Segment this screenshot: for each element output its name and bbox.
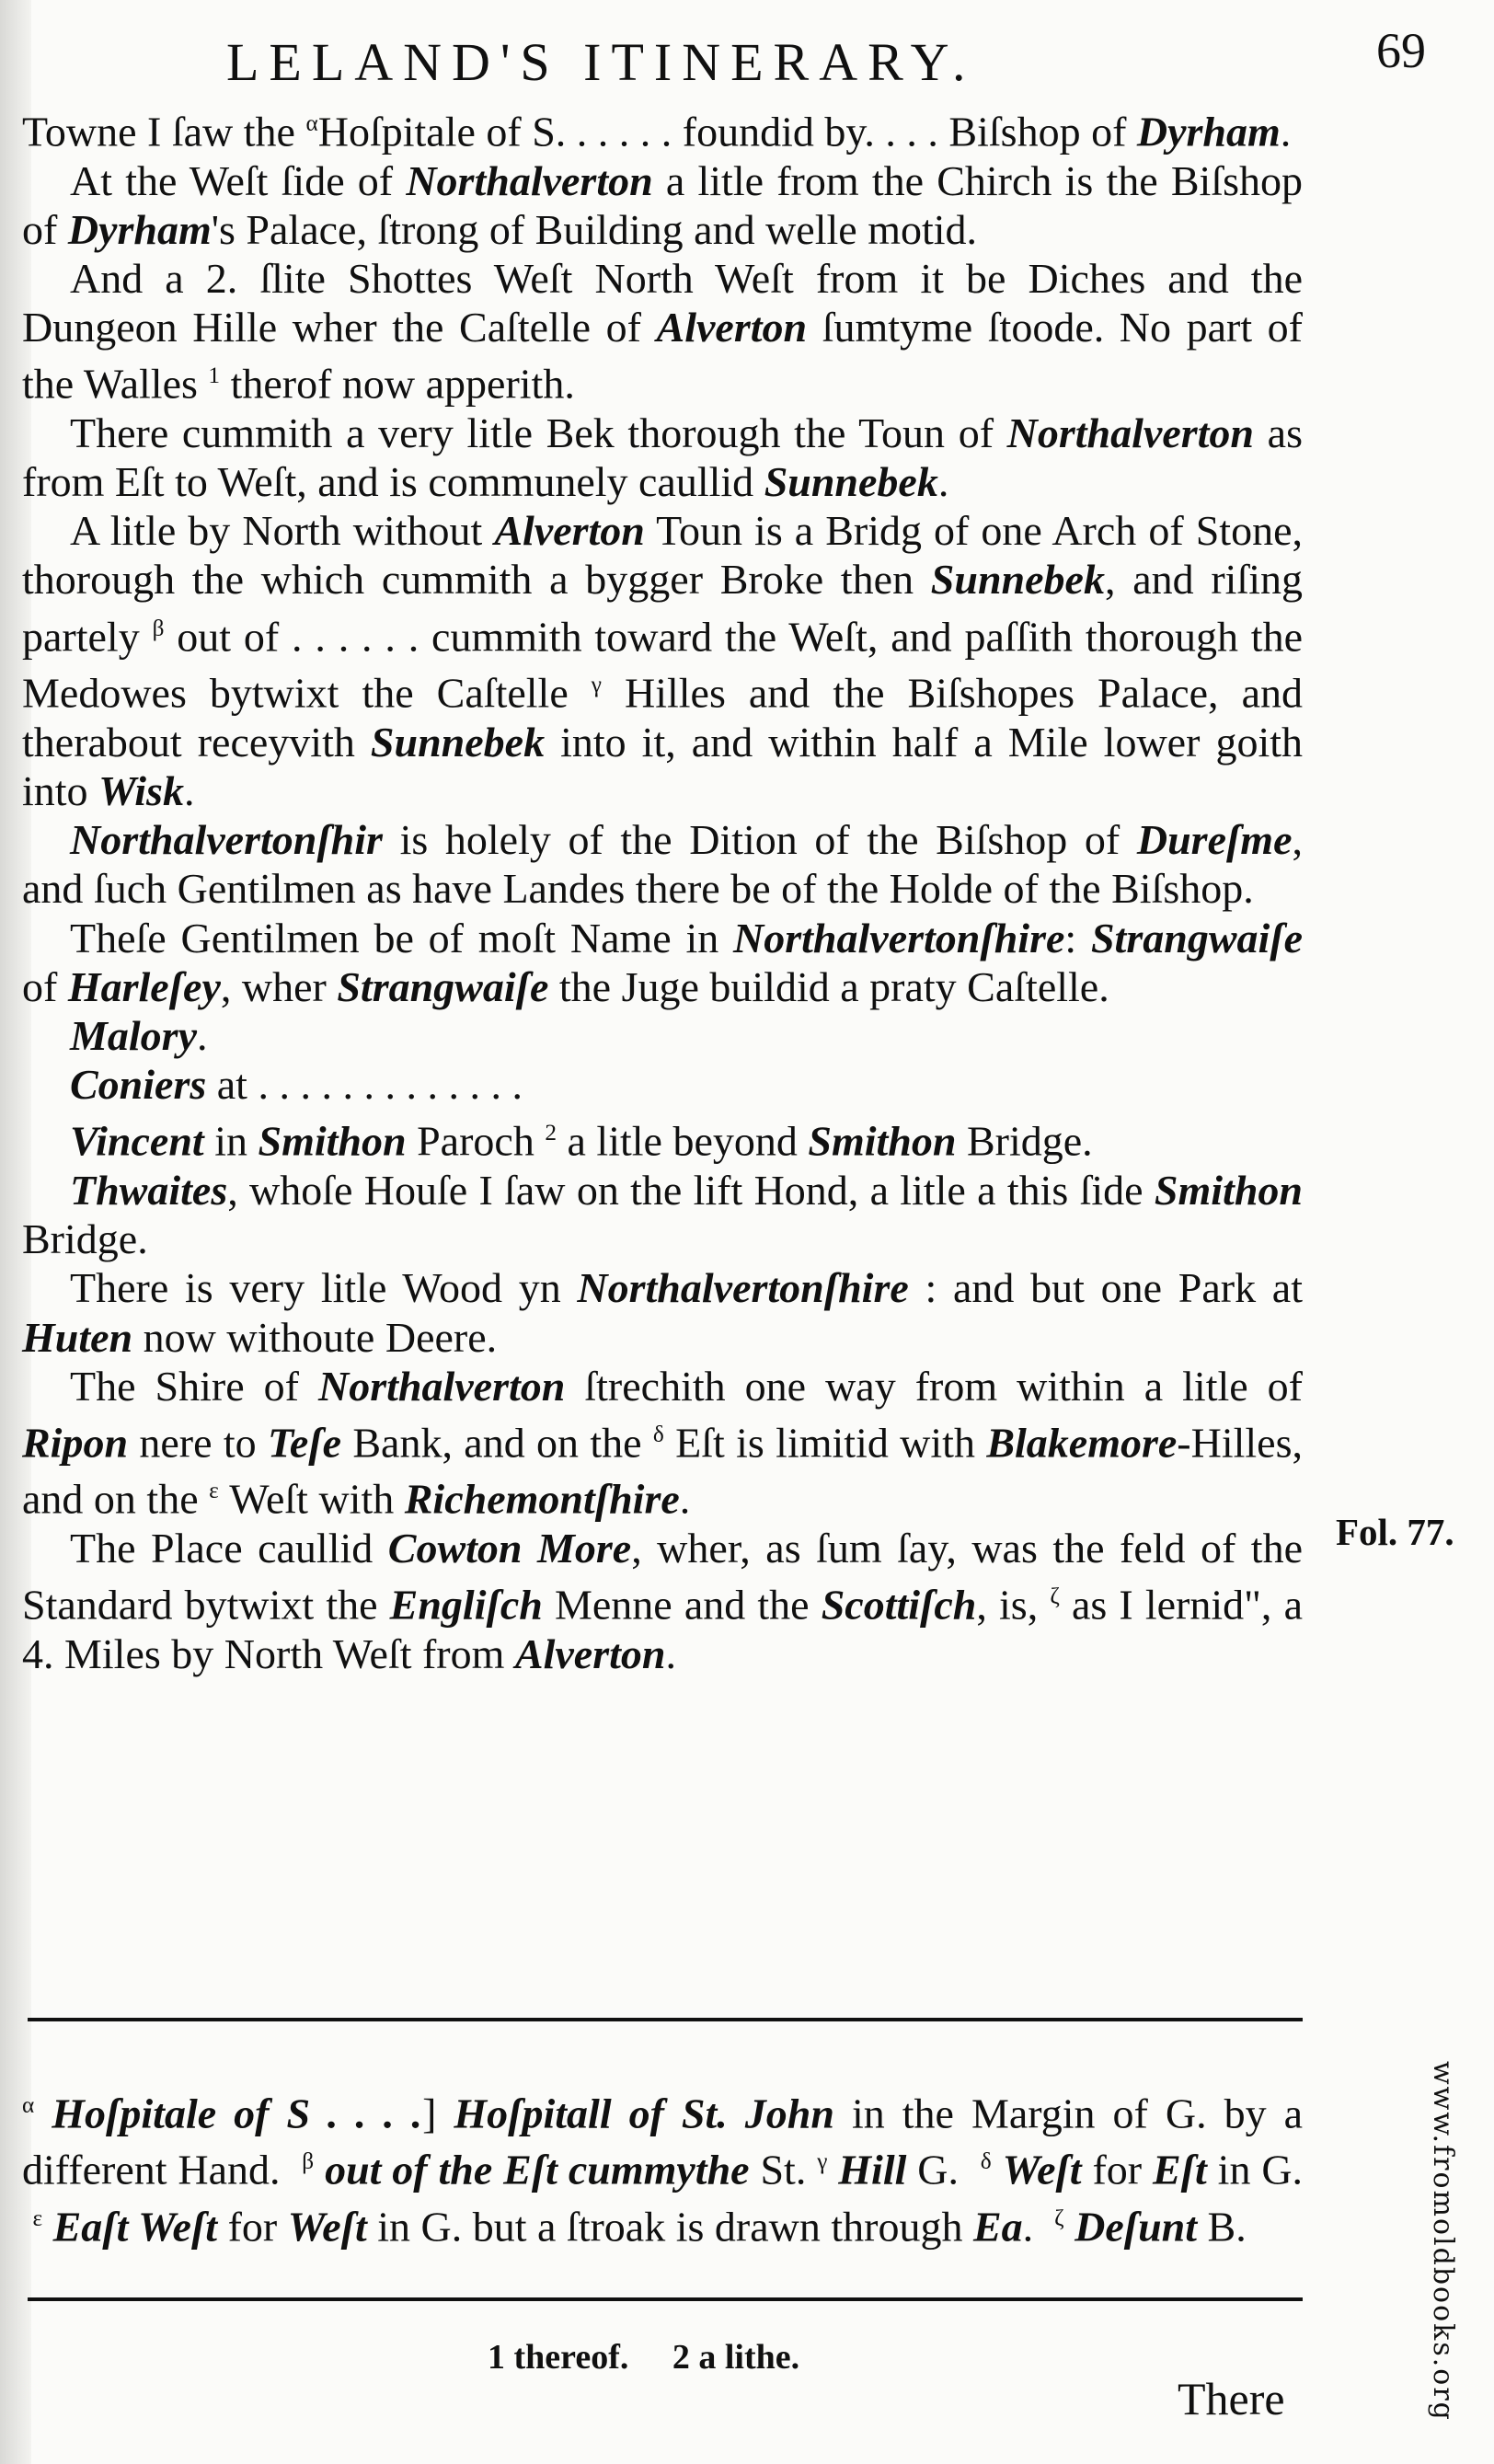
- paragraph: Malory.: [70, 1011, 208, 1059]
- paragraph: Towne I ſaw the $^\alpha$Hoſpitale of S. . . . . . foundid by. . . . Biſshop of Dyrham.: [22, 108, 1292, 155]
- paragraph: Theſe Gentilmen be of moſt Name in Northalvertonſhire: Strangwaiſe of Harleſey, wher Strangwaiſe the Juge buildid a praty Caſtelle.: [22, 914, 1304, 1010]
- footnotes: $^\alpha$ Hoſpitale of S . . . .] Hoſpitall of St. John in the Margin of G. by a different Hand. $^\beta$ out of the Eſt cummythe St. $^\gamma$ Hill G. $^\delta$ Weſt for Eſt in G. $^\varepsilon$ Eaſt Weſt for Weſt in G. but a ſtroak is drawn through Ea. $^\zeta$ Deſunt B.: [22, 2090, 1304, 2250]
- footnote-rule-top: [28, 2018, 1303, 2021]
- paragraph: And a 2. ſlite Shottes Weſt North Weſt from it be Diches and the Dungeon Hille wher the Caſtelle of Alverton ſumtyme ſtoode. No part of the Walles $^1$ therof now apperith.: [22, 254, 1303, 408]
- paragraph: There is very litle Wood yn Northalvertonſhire : and but one Park at Huten now withoute Deere.: [22, 1264, 1303, 1361]
- body-text: [22, 99, 1303, 1678]
- paragraph: Northalvertonſhir is holely of the Dition of the Biſshop of Dureſme, and ſuch Gentilmen as have Landes there be of the Holde of the Biſshop.: [22, 816, 1303, 913]
- paragraph: There cummith a very litle Bek thorough the Toun of Northalverton as from Eſt to Weſt, and is communely caullid Sunnebek.: [22, 409, 1303, 506]
- paragraph: A litle by North without Alverton Toun is a Bridg of one Arch of Stone, thorough the which cummith a bygger Broke then Sunnebek, and riſing partely $^\beta$ out of . . . . . . cummith toward the Weſt, and paſſith thorough the Medowes bytwixt the Caſtelle $^\gamma$ Hilles and the Biſshopes Palace, and therabout receyvith Sunnebek into it, and within half a Mile lower goith into Wisk.: [22, 507, 1304, 814]
- running-head: LELAND'S ITINERARY.: [226, 32, 976, 92]
- paragraph: Vincent in Smithon Paroch $^2$ a litle beyond Smithon Bridge.: [70, 1117, 1093, 1165]
- variant-readings: 1 thereof. 2 a lithe.: [488, 2338, 800, 2377]
- paragraph: Thwaites, whoſe Houſe I ſaw on the lift Hond, a litle a this ſide Smithon Bridge.: [22, 1166, 1303, 1263]
- footnote-rule-bottom: [28, 2297, 1303, 2301]
- paragraph: The Shire of Northalverton ſtrechith one way from within a litle of Ripon nere to Teſe Bank, and on the $^\delta$ Eſt is limitid with Blakemore-Hilles, and on the $^\varepsilon$ Weſt with Richemontſhire.: [22, 1362, 1304, 1523]
- paragraph: Coniers at . . . . . . . . . . . . .: [70, 1061, 523, 1109]
- margin-note-folio: Fol. 77.: [1336, 1511, 1454, 1553]
- paragraph: At the Weſt ſide of Northalverton a litle from the Chirch is the Biſshop of Dyrham's Palace, ſtrong of Building and welle motid.: [22, 156, 1304, 253]
- page-number: 69: [1376, 23, 1426, 78]
- watermark-url: www.fromoldbooks.org: [1427, 2061, 1459, 2422]
- paragraph: The Place caullid Cowton More, wher, as ſum ſay, was the feld of the Standard bytwixt the Engliſch Menne and the Scottiſch, is, $^\zeta$ as I lernid", a 4. Miles by North Weſt from Alverton.: [22, 1524, 1304, 1677]
- catchword: There: [1178, 2373, 1285, 2424]
